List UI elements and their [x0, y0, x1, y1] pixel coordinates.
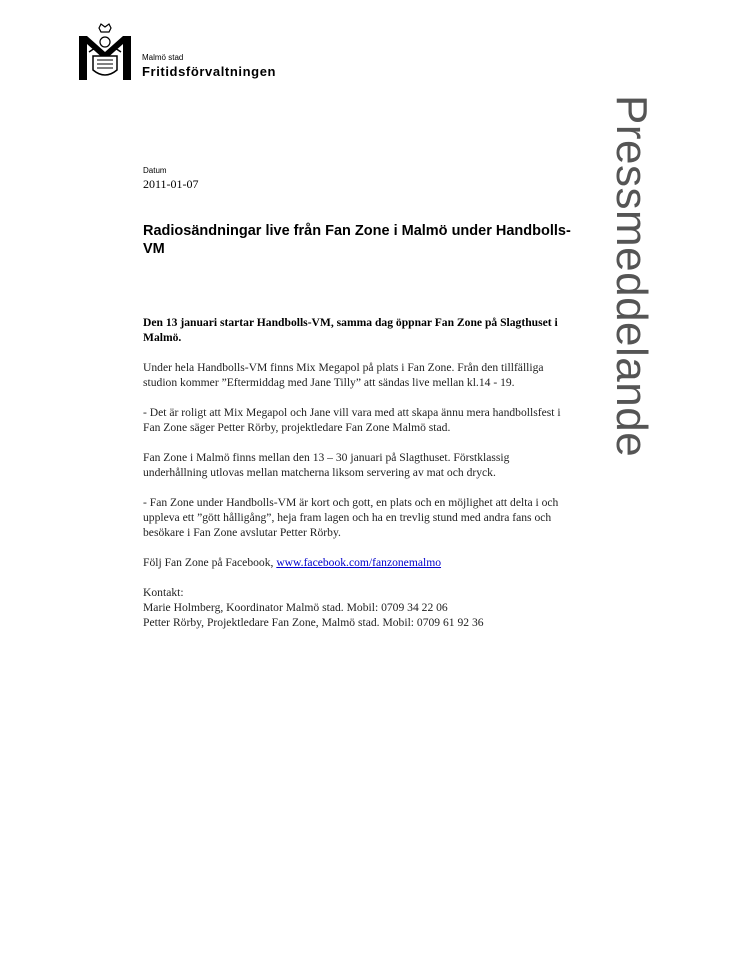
body-paragraph: - Fan Zone under Handbolls-VM är kort och gott, en plats och en möjlighet att delta i och uppleva ett ”gött hålligång”, heja fram lagen och ha en trevlig stund med andra fans och besökare i Fan Zone avslutar Petter Rörby. — [143, 496, 559, 539]
press-release-title: Radiosändningar live från Fan Zone i Malmö under Handbolls-VM — [143, 223, 571, 257]
pressmeddelande-vertical-label: Pressmeddelande — [607, 95, 656, 458]
malmo-coat-of-arms-logo — [79, 22, 131, 80]
facebook-link[interactable]: www.facebook.com/fanzonemalmo — [276, 556, 442, 569]
contact-label: Kontakt: — [143, 586, 184, 599]
contact-block — [143, 585, 573, 630]
contact-line: Marie Holmberg, Koordinator Malmö stad. Mobil: 0709 34 22 06 — [143, 601, 448, 614]
facebook-prefix: Följ Fan Zone på Facebook, — [143, 556, 277, 569]
date-value: 2011-01-07 — [143, 177, 199, 191]
lead-paragraph: Den 13 januari startar Handbolls-VM, samma dag öppnar Fan Zone på Slagthuset i Malmö. — [143, 316, 558, 344]
org-city-label: Malmö stad — [142, 53, 184, 62]
body-paragraph: Under hela Handbolls-VM finns Mix Megapol på plats i Fan Zone. Från den tillfälliga studion kommer ”Eftermiddag med Jane Tilly” att sändas live mellan kl.14 - 19. — [143, 361, 544, 389]
org-department-label: Fritidsförvaltningen — [142, 64, 277, 79]
body-paragraph: - Det är roligt att Mix Megapol och Jane vill vara med att skapa ännu mera handbollsfest i Fan Zone säger Petter Rörby, projektledare Fan Zone Malmö stad. — [143, 406, 561, 434]
press-release-body — [143, 315, 573, 630]
facebook-paragraph — [143, 555, 573, 570]
body-paragraph: Fan Zone i Malmö finns mellan den 13 – 30 januari på Slagthuset. Förstklassig underhållning utlovas mellan matcherna liksom servering av mat och dryck. — [143, 451, 510, 479]
date-label: Datum — [143, 166, 167, 175]
contact-line: Petter Rörby, Projektledare Fan Zone, Malmö stad. Mobil: 0709 61 92 36 — [143, 616, 484, 629]
vertical-title-container — [595, 95, 705, 505]
